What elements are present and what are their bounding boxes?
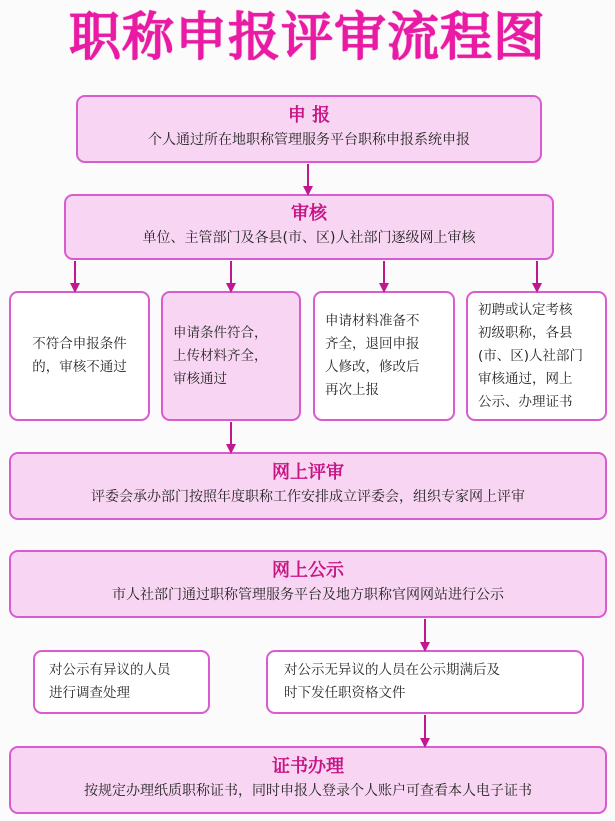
step-apply-title: 申 报 — [287, 105, 331, 126]
step-review-title: 审核 — [291, 203, 327, 224]
review-outcome-line: 审核通过，网上 — [478, 370, 573, 387]
publicity-no-objection-box — [266, 650, 584, 714]
step-online-evaluation-text: 评委会承办部门按照年度职称工作安排成立评委会，组织专家网上评审 — [91, 489, 525, 505]
page-title: 职称申报评审流程图 — [68, 8, 546, 68]
step-certificate-text: 按规定办理纸质职称证书，同时申报人登录个人账户可查看本人电子证书 — [84, 783, 532, 799]
review-outcome-line: 公示、办理证书 — [478, 393, 573, 410]
review-outcome-rejected — [9, 291, 150, 421]
review-outcome-line: 的，审核不通过 — [32, 359, 127, 375]
review-outcome-line: 申请材料准备不 — [325, 313, 420, 329]
step-review-text: 单位、主管部门及各县(市、区)人社部门逐级网上审核 — [142, 230, 476, 246]
step-publicity-box — [9, 550, 607, 618]
publicity-objection-line: 进行调查处理 — [49, 685, 130, 701]
step-apply-text: 个人通过所在地职称管理服务平台职称申报系统申报 — [148, 132, 470, 148]
step-online-evaluation-box — [9, 452, 607, 520]
step-publicity-title: 网上公示 — [272, 560, 344, 581]
review-outcome-returned — [313, 291, 455, 421]
step-apply-box — [76, 95, 542, 163]
review-outcome-line: 初级职称，各县 — [478, 324, 573, 341]
step-certificate-title: 证书办理 — [272, 756, 344, 777]
step-online-evaluation-title: 网上评审 — [272, 462, 344, 483]
review-outcome-line: 再次上报 — [325, 382, 379, 398]
review-outcome-line: 申请条件符合， — [173, 324, 268, 341]
review-outcome-line: 齐全，退回申报 — [325, 336, 420, 352]
publicity-objection-line: 对公示有异议的人员 — [49, 662, 171, 678]
publicity-objection-box — [33, 650, 210, 714]
review-outcome-line: 初聘或认定考核 — [478, 301, 573, 318]
review-outcome-line: 人修改，修改后 — [325, 359, 420, 375]
step-review-box — [64, 194, 554, 260]
review-outcome-junior — [466, 291, 607, 421]
step-certificate-box — [9, 746, 607, 814]
publicity-no-objection-line: 时下发任职资格文件 — [284, 685, 406, 701]
review-outcome-line: 不符合申报条件 — [32, 336, 127, 352]
step-publicity-text: 市人社部门通过职称管理服务平台及地方职称官网网站进行公示 — [112, 587, 504, 603]
review-outcome-passed — [161, 291, 301, 421]
review-outcome-line: (市、区)人社部门 — [478, 347, 584, 364]
publicity-no-objection-line: 对公示无异议的人员在公示期满后及 — [284, 662, 500, 678]
review-outcome-line: 审核通过 — [173, 370, 227, 387]
review-outcome-line: 上传材料齐全， — [173, 347, 268, 364]
